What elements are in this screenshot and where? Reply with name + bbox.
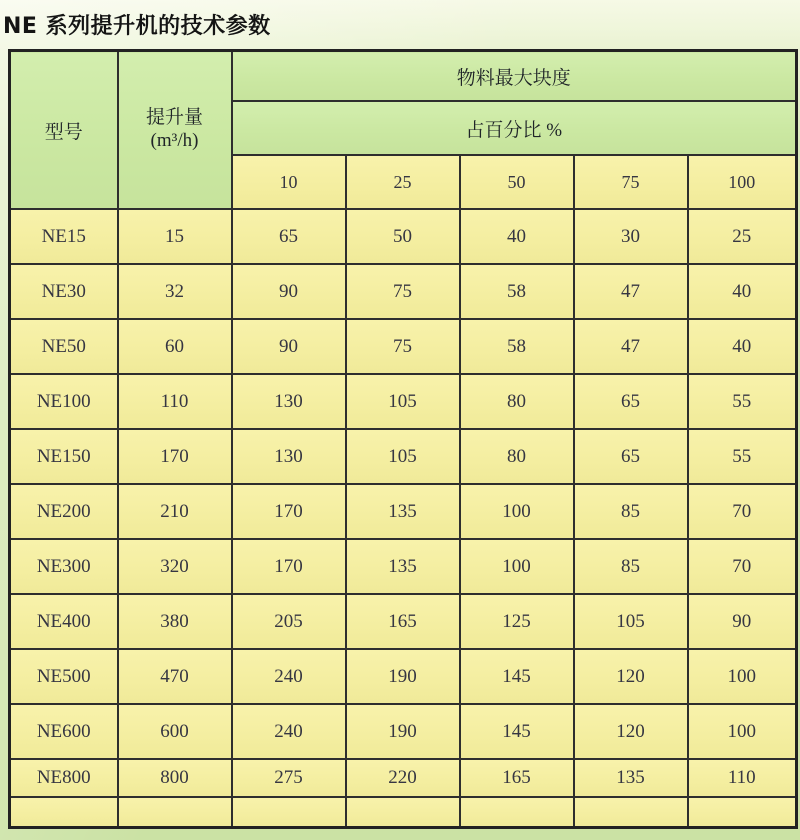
value-cell: 145 — [460, 649, 574, 704]
capacity-cell: 60 — [118, 319, 232, 374]
model-cell: NE30 — [10, 264, 118, 319]
capacity-header-name: 提升量 — [145, 107, 203, 129]
size-col-header-10: 10 — [232, 155, 346, 209]
value-cell: 25 — [688, 209, 797, 264]
table-row — [10, 429, 797, 484]
value-cell: 135 — [346, 484, 460, 539]
value-cell: 240 — [232, 649, 346, 704]
table-row — [10, 539, 797, 594]
capacity-cell: 110 — [118, 374, 232, 429]
value-cell: 220 — [346, 759, 460, 797]
value-cell: 100 — [688, 704, 797, 759]
value-cell: 47 — [574, 319, 688, 374]
table-row — [10, 704, 797, 759]
value-cell: 275 — [232, 759, 346, 797]
value-cell: 105 — [574, 594, 688, 649]
model-cell: NE200 — [10, 484, 118, 539]
value-cell — [688, 797, 797, 828]
page-title: NE 系列提升机的技术参数 — [3, 14, 271, 39]
table-row-partial-cropped — [10, 797, 797, 828]
value-cell: 170 — [232, 539, 346, 594]
value-cell: 80 — [460, 374, 574, 429]
value-cell — [574, 797, 688, 828]
value-cell: 47 — [574, 264, 688, 319]
model-cell: NE150 — [10, 429, 118, 484]
model-cell: NE600 — [10, 704, 118, 759]
value-cell: 65 — [574, 374, 688, 429]
value-cell: 130 — [232, 374, 346, 429]
value-cell: 90 — [232, 319, 346, 374]
table-row — [10, 209, 797, 264]
value-cell: 90 — [232, 264, 346, 319]
value-cell: 55 — [688, 374, 797, 429]
value-cell: 170 — [232, 484, 346, 539]
value-cell: 145 — [460, 704, 574, 759]
value-cell: 75 — [346, 319, 460, 374]
model-cell: NE100 — [10, 374, 118, 429]
value-cell: 65 — [574, 429, 688, 484]
table-row — [10, 484, 797, 539]
table-row — [10, 264, 797, 319]
capacity-cell: 380 — [118, 594, 232, 649]
capacity-cell: 320 — [118, 539, 232, 594]
value-cell: 50 — [346, 209, 460, 264]
capacity-header-unit: (m³/h) — [150, 130, 199, 151]
capacity-column-header — [118, 51, 232, 210]
table-row — [10, 759, 797, 797]
percentage-sub-header: 占百分比 % — [232, 101, 797, 155]
model-column-header: 型号 — [10, 51, 118, 210]
value-cell — [460, 797, 574, 828]
capacity-cell: 800 — [118, 759, 232, 797]
capacity-cell: 170 — [118, 429, 232, 484]
model-cell: NE50 — [10, 319, 118, 374]
capacity-cell — [118, 797, 232, 828]
model-cell: NE300 — [10, 539, 118, 594]
table-row — [10, 649, 797, 704]
value-cell: 40 — [460, 209, 574, 264]
value-cell: 70 — [688, 484, 797, 539]
model-cell: NE15 — [10, 209, 118, 264]
value-cell: 130 — [232, 429, 346, 484]
value-cell: 85 — [574, 539, 688, 594]
value-cell: 58 — [460, 319, 574, 374]
table-row — [10, 319, 797, 374]
value-cell: 75 — [346, 264, 460, 319]
size-col-header-75: 75 — [574, 155, 688, 209]
value-cell: 40 — [688, 319, 797, 374]
value-cell: 70 — [688, 539, 797, 594]
size-col-header-50: 50 — [460, 155, 574, 209]
capacity-cell: 32 — [118, 264, 232, 319]
value-cell — [346, 797, 460, 828]
value-cell — [232, 797, 346, 828]
value-cell: 125 — [460, 594, 574, 649]
value-cell: 105 — [346, 374, 460, 429]
value-cell: 165 — [346, 594, 460, 649]
value-cell: 80 — [460, 429, 574, 484]
size-col-header-25: 25 — [346, 155, 460, 209]
value-cell: 30 — [574, 209, 688, 264]
value-cell: 100 — [460, 539, 574, 594]
value-cell: 40 — [688, 264, 797, 319]
capacity-cell: 210 — [118, 484, 232, 539]
value-cell: 65 — [232, 209, 346, 264]
model-cell: NE800 — [10, 759, 118, 797]
table-header-row-group — [10, 51, 797, 102]
capacity-cell: 600 — [118, 704, 232, 759]
value-cell: 110 — [688, 759, 797, 797]
capacity-cell: 15 — [118, 209, 232, 264]
size-col-header-100: 100 — [688, 155, 797, 209]
technical-parameters-table — [8, 49, 798, 829]
table-row — [10, 374, 797, 429]
value-cell: 240 — [232, 704, 346, 759]
value-cell: 85 — [574, 484, 688, 539]
value-cell: 55 — [688, 429, 797, 484]
value-cell: 58 — [460, 264, 574, 319]
value-cell: 100 — [688, 649, 797, 704]
value-cell: 90 — [688, 594, 797, 649]
value-cell: 135 — [346, 539, 460, 594]
table-row — [10, 594, 797, 649]
model-cell: NE500 — [10, 649, 118, 704]
value-cell: 165 — [460, 759, 574, 797]
value-cell: 120 — [574, 649, 688, 704]
value-cell: 190 — [346, 704, 460, 759]
capacity-cell: 470 — [118, 649, 232, 704]
value-cell: 205 — [232, 594, 346, 649]
value-cell: 100 — [460, 484, 574, 539]
value-cell: 190 — [346, 649, 460, 704]
value-cell: 135 — [574, 759, 688, 797]
value-cell: 105 — [346, 429, 460, 484]
value-cell: 120 — [574, 704, 688, 759]
model-cell — [10, 797, 118, 828]
lump-size-group-header: 物料最大块度 — [232, 51, 797, 102]
model-cell: NE400 — [10, 594, 118, 649]
